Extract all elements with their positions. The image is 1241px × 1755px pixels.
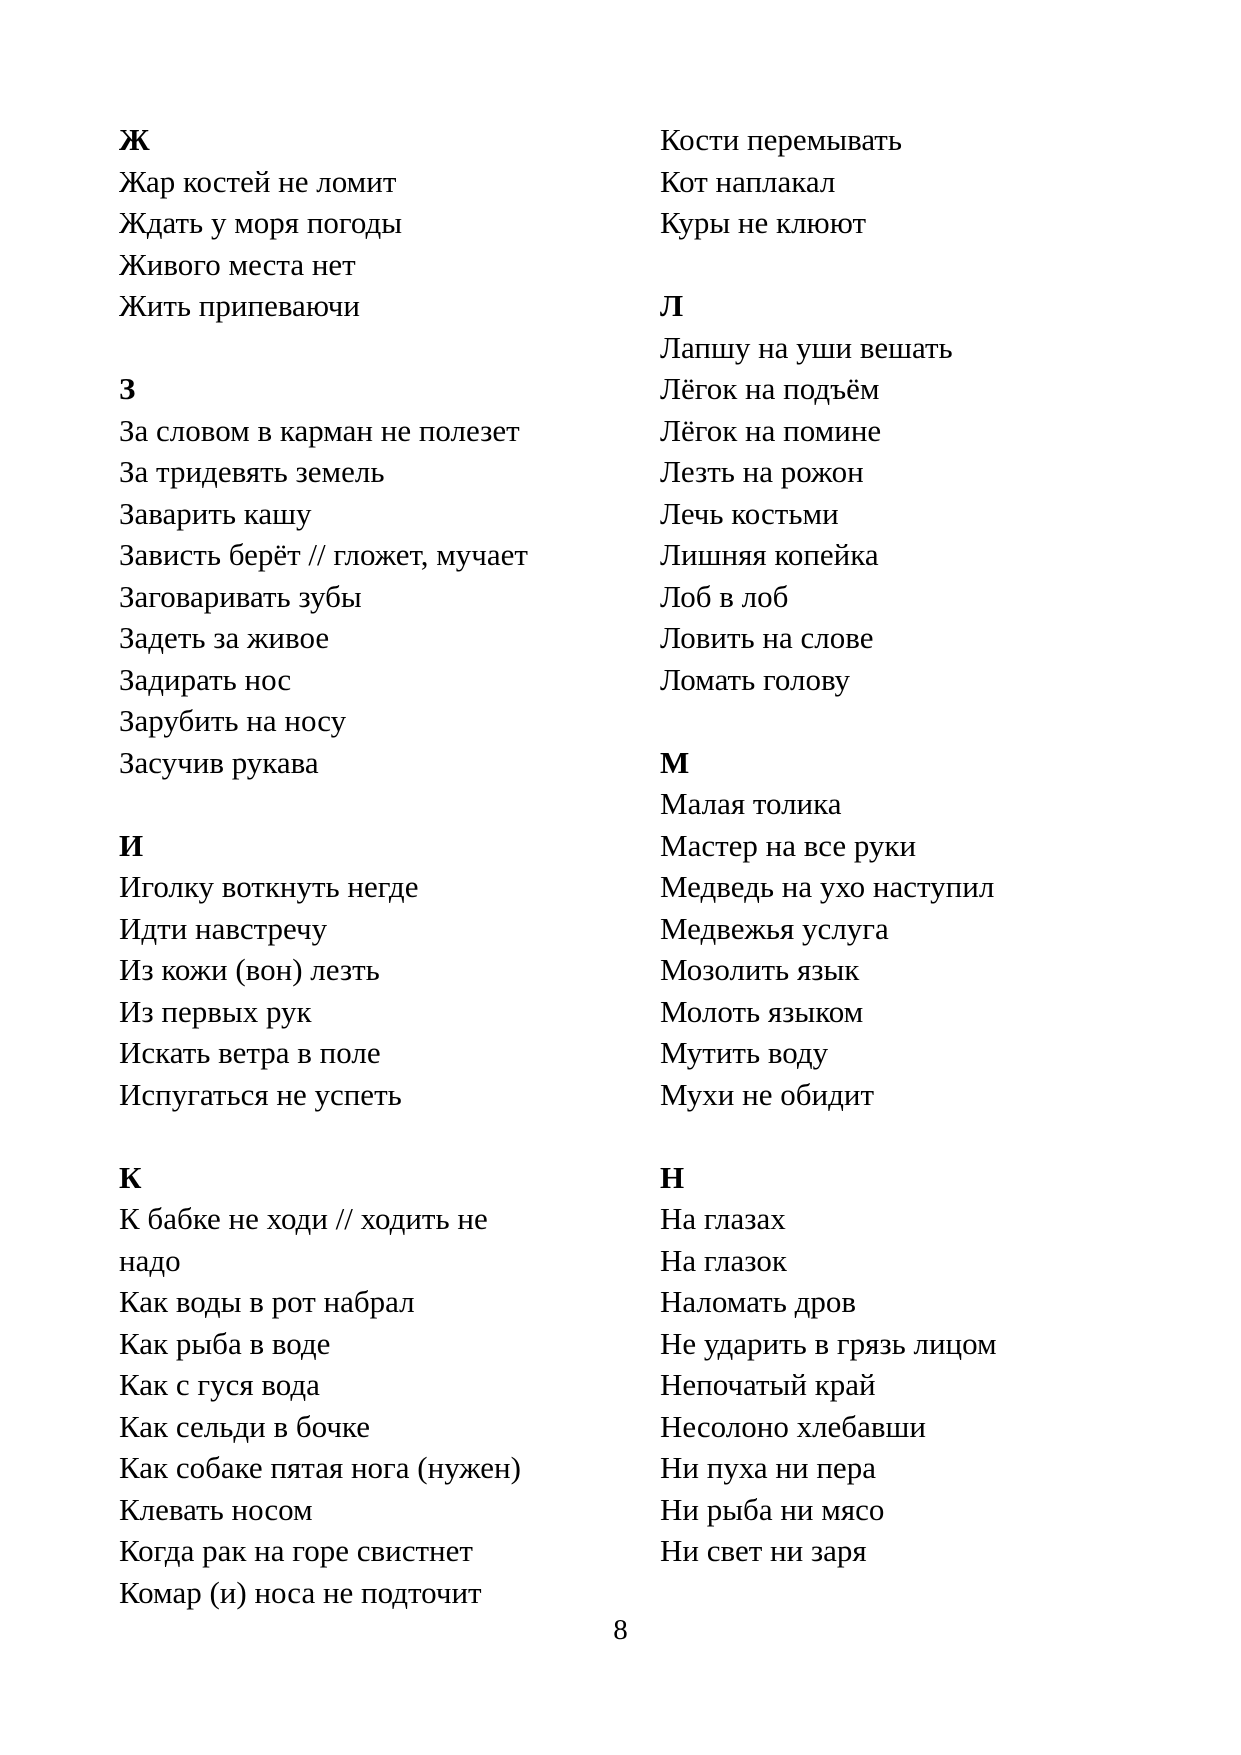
idiom-entry: Ни свет ни заря xyxy=(660,1533,867,1568)
idiom-entry: Из кожи (вон) лезть xyxy=(119,952,380,987)
idiom-entry: Не ударить в грязь лицом xyxy=(660,1325,997,1361)
idiom-entry: Куры не клюют xyxy=(660,205,867,240)
idiom-entry: Задеть за живое xyxy=(119,620,330,655)
idiom-entry: Лапшу на уши вешать xyxy=(660,329,953,365)
idiom-entry: Как сельди в бочке xyxy=(119,1408,370,1444)
idiom-entry: Как рыба в воде xyxy=(119,1325,331,1361)
section-letter-heading: Л xyxy=(660,288,684,323)
idiom-entry: Иголку воткнуть негде xyxy=(119,869,419,904)
idiom-entry: Мухи не обидит xyxy=(660,1076,875,1112)
idiom-entry: Зарубить на носу xyxy=(119,703,347,738)
idiom-entry: Ни пуха ни пера xyxy=(660,1450,876,1485)
idiom-entry: Кот наплакал xyxy=(660,163,836,199)
idiom-entry: Лёгок на помине xyxy=(660,412,882,448)
idiom-entry: Мутить воду xyxy=(660,1035,829,1070)
idiom-entry: Когда рак на горе свистнет xyxy=(119,1533,473,1568)
idiom-entry: Заговаривать зубы xyxy=(119,578,362,614)
idiom-entry: Жить припеваючи xyxy=(119,288,360,323)
idiom-entry: Как воды в рот набрал xyxy=(119,1284,415,1319)
section-letter-heading: Ж xyxy=(119,122,150,157)
idiom-entry: Медведь на ухо наступил xyxy=(660,869,995,904)
section-letter-heading: Н xyxy=(660,1159,685,1195)
idiom-entry: За словом в карман не полезет xyxy=(119,412,520,448)
idiom-entry: Непочатый край xyxy=(660,1367,876,1402)
section-gap xyxy=(119,783,599,825)
idiom-entry: Мозолить язык xyxy=(660,952,860,987)
section-letter-heading: И xyxy=(119,827,144,863)
right-column xyxy=(660,119,1160,1572)
section-gap xyxy=(660,244,1160,286)
idiom-entry: Задирать нос xyxy=(119,661,292,697)
idiom-entry: Лишняя копейка xyxy=(660,537,879,572)
section-letter-heading: З xyxy=(119,371,136,406)
idiom-entry: Несолоно хлебавши xyxy=(660,1408,926,1444)
idiom-entry: Из первых рук xyxy=(119,993,312,1029)
idiom-entry: Медвежья услуга xyxy=(660,910,889,946)
idiom-entry: Малая толика xyxy=(660,786,842,821)
idiom-entry: Зависть берёт // гложет, мучает xyxy=(119,537,528,572)
idiom-entry: Молоть языком xyxy=(660,993,864,1029)
idiom-entry: Ломать голову xyxy=(660,661,851,697)
idiom-entry: Ловить на слове xyxy=(660,620,874,655)
idiom-entry: Живого места нет xyxy=(119,246,356,282)
idiom-entry: Ни рыба ни мясо xyxy=(660,1491,885,1527)
idiom-entry: Наломать дров xyxy=(660,1284,857,1319)
idiom-entry: Как собаке пятая нога (нужен) xyxy=(119,1450,521,1485)
section-gap xyxy=(660,1115,1160,1157)
page-number: 8 xyxy=(613,1614,628,1646)
idiom-entry: Мастер на все руки xyxy=(660,827,917,863)
idiom-entry: За тридевять земель xyxy=(119,454,385,489)
idiom-entry: Заварить кашу xyxy=(119,495,312,531)
idiom-entry: Лоб в лоб xyxy=(660,578,789,614)
idiom-entry: Идти навстречу xyxy=(119,910,328,946)
idiom-entry: надо xyxy=(119,1242,181,1278)
idiom-entry: Испугаться не успеть xyxy=(119,1076,402,1112)
section-gap xyxy=(119,1115,599,1157)
idiom-entry: На глазок xyxy=(660,1242,787,1278)
idiom-entry: Кости перемывать xyxy=(660,122,902,157)
idiom-entry: К бабке не ходи // ходить не xyxy=(119,1201,488,1236)
left-column xyxy=(119,119,599,1613)
idiom-entry: Засучив рукава xyxy=(119,744,319,780)
idiom-entry: Лечь костьми xyxy=(660,495,839,531)
section-gap xyxy=(119,327,599,369)
section-letter-heading: К xyxy=(119,1159,142,1195)
idiom-entry: Лёгок на подъём xyxy=(660,371,880,406)
idiom-entry: Лезть на рожон xyxy=(660,454,864,489)
idiom-entry: Клевать носом xyxy=(119,1491,313,1527)
idiom-entry: Как с гуся вода xyxy=(119,1367,320,1402)
idiom-entry: Жар костей не ломит xyxy=(119,163,397,199)
section-gap xyxy=(660,700,1160,742)
idiom-entry: Ждать у моря погоды xyxy=(119,205,403,240)
idiom-entry: На глазах xyxy=(660,1201,786,1236)
idiom-entry: Искать ветра в поле xyxy=(119,1035,381,1070)
idiom-entry: Комар (и) носа не подточит xyxy=(119,1574,482,1610)
section-letter-heading: М xyxy=(660,744,690,780)
